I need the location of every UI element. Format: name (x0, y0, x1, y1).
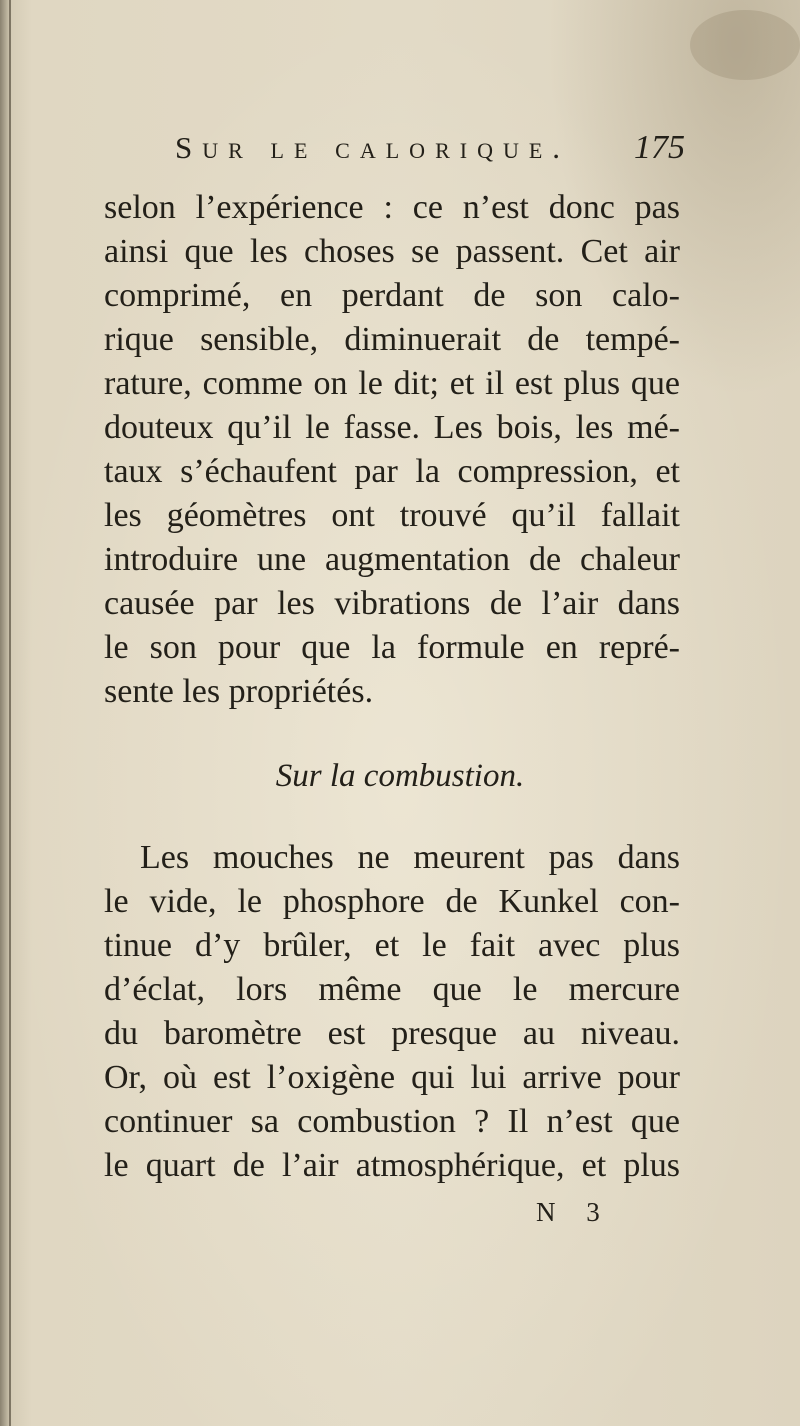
text-line: les géomètres ont trouvé qu’il fallait (104, 497, 680, 534)
text-line: introduire une augmentation de chaleur (104, 541, 680, 578)
text-line: le vide, le phosphore de Kunkel con- (104, 883, 680, 920)
text-line: causée par les vibrations de l’air dans (104, 585, 680, 622)
text-line: taux s’échaufent par la compression, et (104, 453, 680, 490)
text-line: continuer sa combustion ? Il n’est que (104, 1103, 680, 1140)
text-line: ainsi que les choses se passent. Cet air (104, 233, 680, 270)
text-line: comprimé, en perdant de son calo- (104, 277, 680, 314)
text-line: sente les propriétés. (104, 673, 374, 710)
signature-mark: N 3 (536, 1197, 612, 1227)
page-gutter-shadow (0, 0, 9, 1426)
text-line: tinue d’y brûler, et le fait avec plus (104, 927, 680, 964)
section-heading: Sur la combustion. (275, 758, 525, 794)
page-number: 175 (634, 129, 685, 166)
text-line: d’éclat, lors même que le mercure (104, 971, 680, 1008)
text-line: Les mouches ne meurent pas dans (140, 839, 680, 876)
text-line: selon l’expérience : ce n’est donc pas (104, 189, 680, 226)
page-gutter-edge (9, 0, 11, 1426)
text-line: douteux qu’il le fasse. Les bois, les mé- (104, 409, 680, 446)
text-line: rique sensible, diminuerait de tempé- (104, 321, 680, 358)
text-line: du baromètre est presque au niveau. (104, 1015, 680, 1052)
text-line: Or, où est l’oxigène qui lui arrive pour (104, 1059, 680, 1096)
text-line: rature, comme on le dit; et il est plus que (104, 365, 680, 402)
running-header (175, 128, 685, 172)
paragraph-1 (104, 186, 680, 714)
paper-stain (690, 10, 800, 80)
text-line: le quart de l’air atmosphérique, et plus (104, 1147, 680, 1184)
running-title: Sur le calorique. (175, 130, 571, 165)
text-line: le son pour que la formule en repré- (104, 629, 680, 666)
paragraph-2 (104, 836, 680, 1188)
